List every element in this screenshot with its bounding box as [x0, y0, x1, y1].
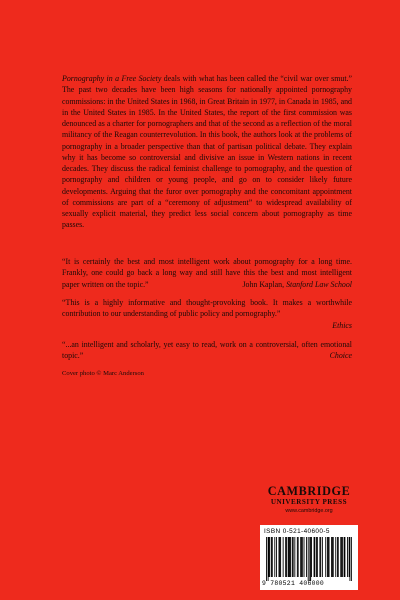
barcode-bar [344, 537, 345, 577]
barcode-bar [331, 537, 332, 577]
barcode-bar [283, 537, 284, 577]
barcode-bar [271, 537, 272, 577]
barcode-bar [308, 537, 309, 581]
publisher-url: www.cambridge.org [285, 508, 333, 514]
barcode-bar [340, 537, 341, 577]
barcode-bar [272, 537, 273, 577]
barcode-bar [309, 537, 310, 581]
barcode-bar [333, 537, 334, 577]
book-title: Pornography in a Free Society [62, 74, 162, 83]
barcode-bar [300, 537, 301, 577]
barcode-bar [268, 537, 269, 581]
description-text: deals with what has been called the “civil war over smut.” The past two decades have been high seasons for nationally appointed pornography commissions: in the United States in 1968, in Great Britain in 1977, in Canada in 1985, and in the United States in 1985. In the United States, the report of the first commission was denounced as a charter for pornographers and that of the second as a reflection of the moral militancy of the Reagan counterrevolution. In this book, the authors look at the problems of pornography in a broader perspective than that of partisan political debate. They explain why it has become so controversial and divisive an issue in Western nations in recent decades. They discuss the radical feminist challenge to pornography, and the question of pornography and children or young people, and go on to consider likely future developments. Arguing that the furor over pornography and the concomitant appointment of commissions are part of a “ceremony of adjustment” to widespread availability of sexually explicit material, they predict less social concern about pornography as time passes. [62, 74, 352, 230]
barcode-bar [335, 537, 336, 577]
isbn-label: ISBN 0-521-40600-5 [264, 528, 330, 535]
publisher-subtitle: UNIVERSITY PRESS [270, 498, 348, 506]
review-attribution [324, 350, 352, 361]
barcode-bar [347, 537, 348, 577]
review-author: John Kaplan, [242, 279, 287, 289]
barcode-bar [341, 537, 342, 577]
barcode-bar [319, 537, 320, 577]
barcode-bar [266, 537, 267, 581]
barcode-bar [293, 537, 294, 577]
barcode-bar [349, 537, 350, 577]
barcode-bar [344, 537, 345, 577]
barcode-bar [294, 537, 295, 577]
barcode-bar [304, 537, 305, 577]
barcode-digits: 9 780521 406000 [262, 580, 325, 587]
book-description [62, 73, 352, 231]
barcode-bar [279, 537, 280, 577]
barcode-bar [350, 537, 351, 581]
barcode-bar [280, 537, 281, 577]
barcode-box [260, 525, 358, 590]
barcode-bar [286, 537, 287, 577]
review-source: Choice [329, 351, 352, 361]
barcode-bar [311, 537, 312, 577]
barcode-bar [322, 537, 323, 577]
barcode-bar [325, 537, 326, 577]
barcode-bar [298, 537, 299, 577]
review-attribution [236, 279, 352, 290]
review-source: Stanford Law School [286, 279, 352, 289]
barcode-bar [288, 537, 289, 577]
barcode-bar [301, 537, 302, 577]
barcode-bar [316, 537, 317, 577]
barcode-bar [290, 537, 291, 577]
barcode-bar [327, 537, 328, 577]
barcode-bar [337, 537, 338, 577]
barcode-bar [306, 537, 307, 577]
barcode-bar [314, 537, 315, 577]
barcode-bar [289, 537, 290, 577]
barcode-bar [269, 537, 270, 577]
review-text: “It is certainly the best and most intelligent work about pornography for a long time. Frankly, one could go back a long way and still have this the best and most intelligent paper written on the topic.” [62, 257, 352, 289]
publisher-name: CAMBRIDGE [267, 484, 351, 498]
barcode-bar [332, 537, 333, 577]
review-text: “This is a highly informative and thought-provoking book. It makes a worthwhile contribution to our understanding of public policy and pornography.” [62, 298, 352, 319]
review-quote [62, 297, 352, 331]
review-source: Ethics [332, 320, 352, 330]
barcode-bar [351, 537, 352, 581]
barcode-bar [292, 537, 293, 577]
barcode-bar [338, 537, 339, 577]
barcode-bar [274, 537, 275, 577]
barcode-bar [310, 537, 311, 581]
barcode-bar [279, 537, 280, 577]
barcode-bar [285, 537, 286, 577]
barcode-bar [269, 537, 270, 577]
barcode-graphic [266, 537, 352, 581]
barcode-bar [297, 537, 298, 577]
publisher-logo [263, 485, 355, 515]
cover-photo-credit: Cover photo © Marc Anderson [62, 370, 144, 377]
review-quote [62, 256, 352, 290]
barcode-bar [289, 537, 290, 577]
review-quote [62, 339, 352, 362]
barcode-bar [342, 537, 343, 577]
barcode-bar [302, 537, 303, 577]
barcode-bar [317, 537, 318, 577]
barcode-bar [276, 537, 277, 577]
review-text: “...an intelligent and scholarly, yet easy to read, work on a controversial, often emotional topic.” [62, 340, 352, 361]
barcode-bar [314, 537, 315, 577]
barcode-bar [328, 537, 329, 577]
barcode-bar [329, 537, 330, 577]
barcode-bar [320, 537, 321, 577]
